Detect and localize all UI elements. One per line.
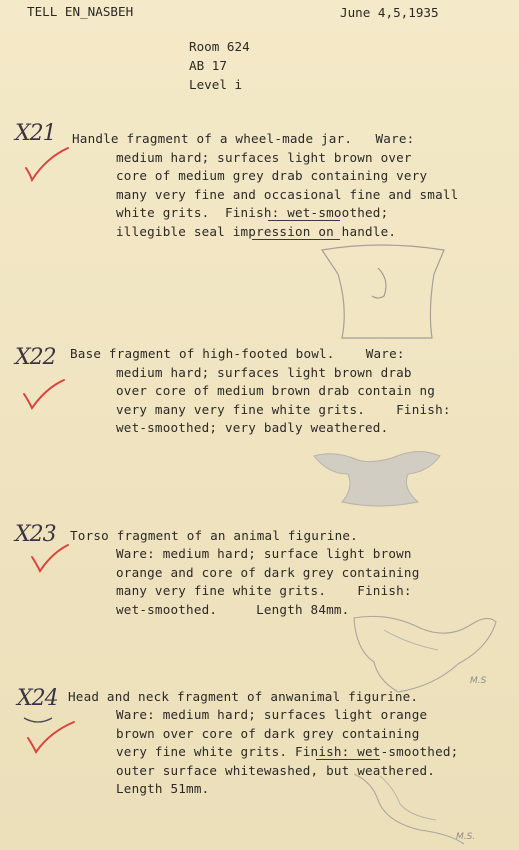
entry-number: X24 — [17, 686, 58, 711]
entry-number: X22 — [15, 345, 56, 370]
entry-line: very many very fine white grits. Finish: — [116, 402, 451, 417]
entry-line: medium hard; surfaces light brown drab — [116, 365, 412, 380]
entry-line: wet-smoothed; very badly weathered. — [116, 420, 389, 435]
entry-line: Ware: medium hard; surfaces light orange — [116, 707, 428, 722]
level: Level i — [189, 77, 243, 92]
entry-line: over core of medium brown drab contain ng — [116, 383, 436, 398]
entry-line: outer surface whitewashed, but weathered. — [116, 763, 436, 778]
jar-handle-sketch — [320, 240, 450, 340]
date: June 4,5,1935 — [340, 5, 439, 20]
entry-line: medium hard; surfaces light brown over — [116, 150, 412, 165]
check-mark — [28, 543, 78, 577]
figurine-head-sketch — [350, 770, 470, 850]
entry-line: Handle fragment of a wheel-made jar. Ware: — [72, 131, 415, 146]
figurine-torso-sketch — [348, 610, 508, 700]
check-mark — [20, 378, 70, 414]
draftsman-initials: M.S. — [456, 832, 476, 842]
entry-line: illegible seal impression on handle. — [116, 224, 397, 239]
entry-line: Head and neck fragment of anwanimal figurine. — [68, 689, 419, 704]
entry-line: very fine white grits. Finish: wet-smoothed; — [116, 744, 459, 759]
room-number: Room 624 — [189, 39, 250, 54]
entry-line: many very fine and occasional fine and small — [116, 187, 459, 202]
entry-line: wet-smoothed. Length 84mm. — [116, 602, 350, 617]
entry-line: Base fragment of high-footed bowl. Ware: — [70, 346, 405, 361]
check-mark — [22, 712, 82, 756]
entry-line: Torso fragment of an animal figurine. — [70, 528, 358, 543]
entry-number: X21 — [15, 121, 56, 146]
entry-line: white grits. Finish: wet-smoothed; — [116, 205, 389, 220]
finish-underline — [316, 759, 380, 760]
entry-line: many very fine white grits. Finish: — [116, 583, 412, 598]
draftsman-initials: M.S — [470, 676, 487, 686]
entry-line: brown over core of dark grey containing — [116, 726, 420, 741]
entry-line: core of medium grey drab containing very — [116, 168, 428, 183]
entry-line: Ware: medium hard; surface light brown — [116, 546, 412, 561]
check-mark — [22, 146, 72, 186]
grid-square: AB 17 — [189, 58, 227, 73]
site-name: TELL EN_NASBEH — [27, 4, 134, 19]
entry-line: orange and core of dark grey containing — [116, 565, 420, 580]
entry-number: X23 — [15, 522, 56, 547]
finish-underline — [268, 220, 340, 221]
entry-line: Length 51mm. — [116, 781, 210, 796]
bowl-base-sketch — [308, 442, 448, 512]
